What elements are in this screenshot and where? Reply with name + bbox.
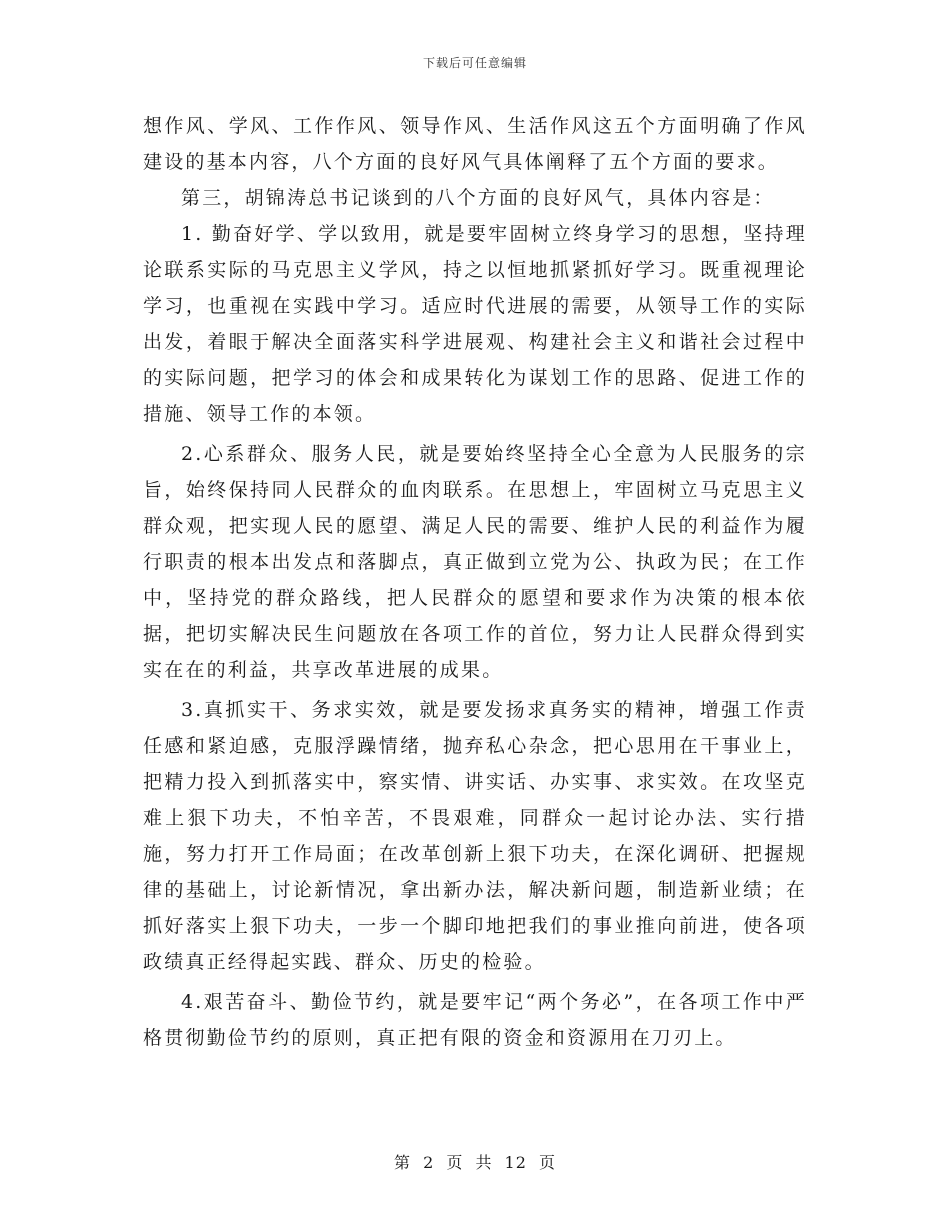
- paragraph-item-2: 2.心系群众、服务人民，就是要始终坚持全心全意为人民服务的宗旨，始终保持同人民群众的血肉联系。在思想上，牢固树立马克思主义群众观，把实现人民的愿望、满足人民的需要、维护人民的利益作为履行职责的根本出发点和落脚点，真正做到立党为公、执政为民；在工作中，坚持党的群众路线，把人民群众的愿望和要求作为决策的根本依据，把切实解决民生问题放在各项工作的首位，努力让人民群众得到实实在在的利益，共享改革进展的成果。: [143, 443, 807, 681]
- paragraph-continued: 想作风、学风、工作作风、领导作风、生活作风这五个方面明确了作风建设的基本内容，八个方面的良好风气具体阐释了五个方面的要求。: [143, 115, 807, 173]
- page-number: 第 2 页 共 12 页: [394, 1153, 556, 1172]
- paragraph-item-4: 4.艰苦奋斗、勤俭节约，就是要牢记“两个务必”，在各项工作中严格贯彻勤俭节约的原则，真正把有限的资金和资源用在刀刃上。: [143, 991, 807, 1049]
- paragraph-third-point: 第三，胡锦涛总书记谈到的八个方面的良好风气，具体内容是：: [181, 187, 775, 209]
- page-header: 下载后可任意编辑: [422, 56, 527, 70]
- document-body: [143, 108, 807, 1056]
- paragraph-item-1: 1. 勤奋好学、学以致用，就是要牢固树立终身学习的思想，坚持理论联系实际的马克思主义学风，持之以恒地抓紧抓好学习。既重视理论学习，也重视在实践中学习。适应时代进展的需要，从领导工作的实际出发，着眼于解决全面落实科学进展观、构建社会主义和谐社会过程中的实际问题，把学习的体会和成果转化为谋划工作的思路、促进工作的措施、领导工作的本领。: [143, 223, 807, 425]
- paragraph-item-3: 3.真抓实干、务求实效，就是要发扬求真务实的精神，增强工作责任感和紧迫感，克服浮躁情绪，抛弃私心杂念，把心思用在干事业上，把精力投入到抓落实中，察实情、讲实话、办实事、求实效。在攻坚克难上狠下功夫，不怕辛苦，不畏艰难，同群众一起讨论办法、实行措施，努力打开工作局面；在改革创新上狠下功夫，在深化调研、把握规律的基础上，讨论新情况，拿出新办法，解决新问题，制造新业绩；在抓好落实上狠下功夫，一步一个脚印地把我们的事业推向前进，使各项政绩真正经得起实践、群众、历史的检验。: [143, 699, 807, 973]
